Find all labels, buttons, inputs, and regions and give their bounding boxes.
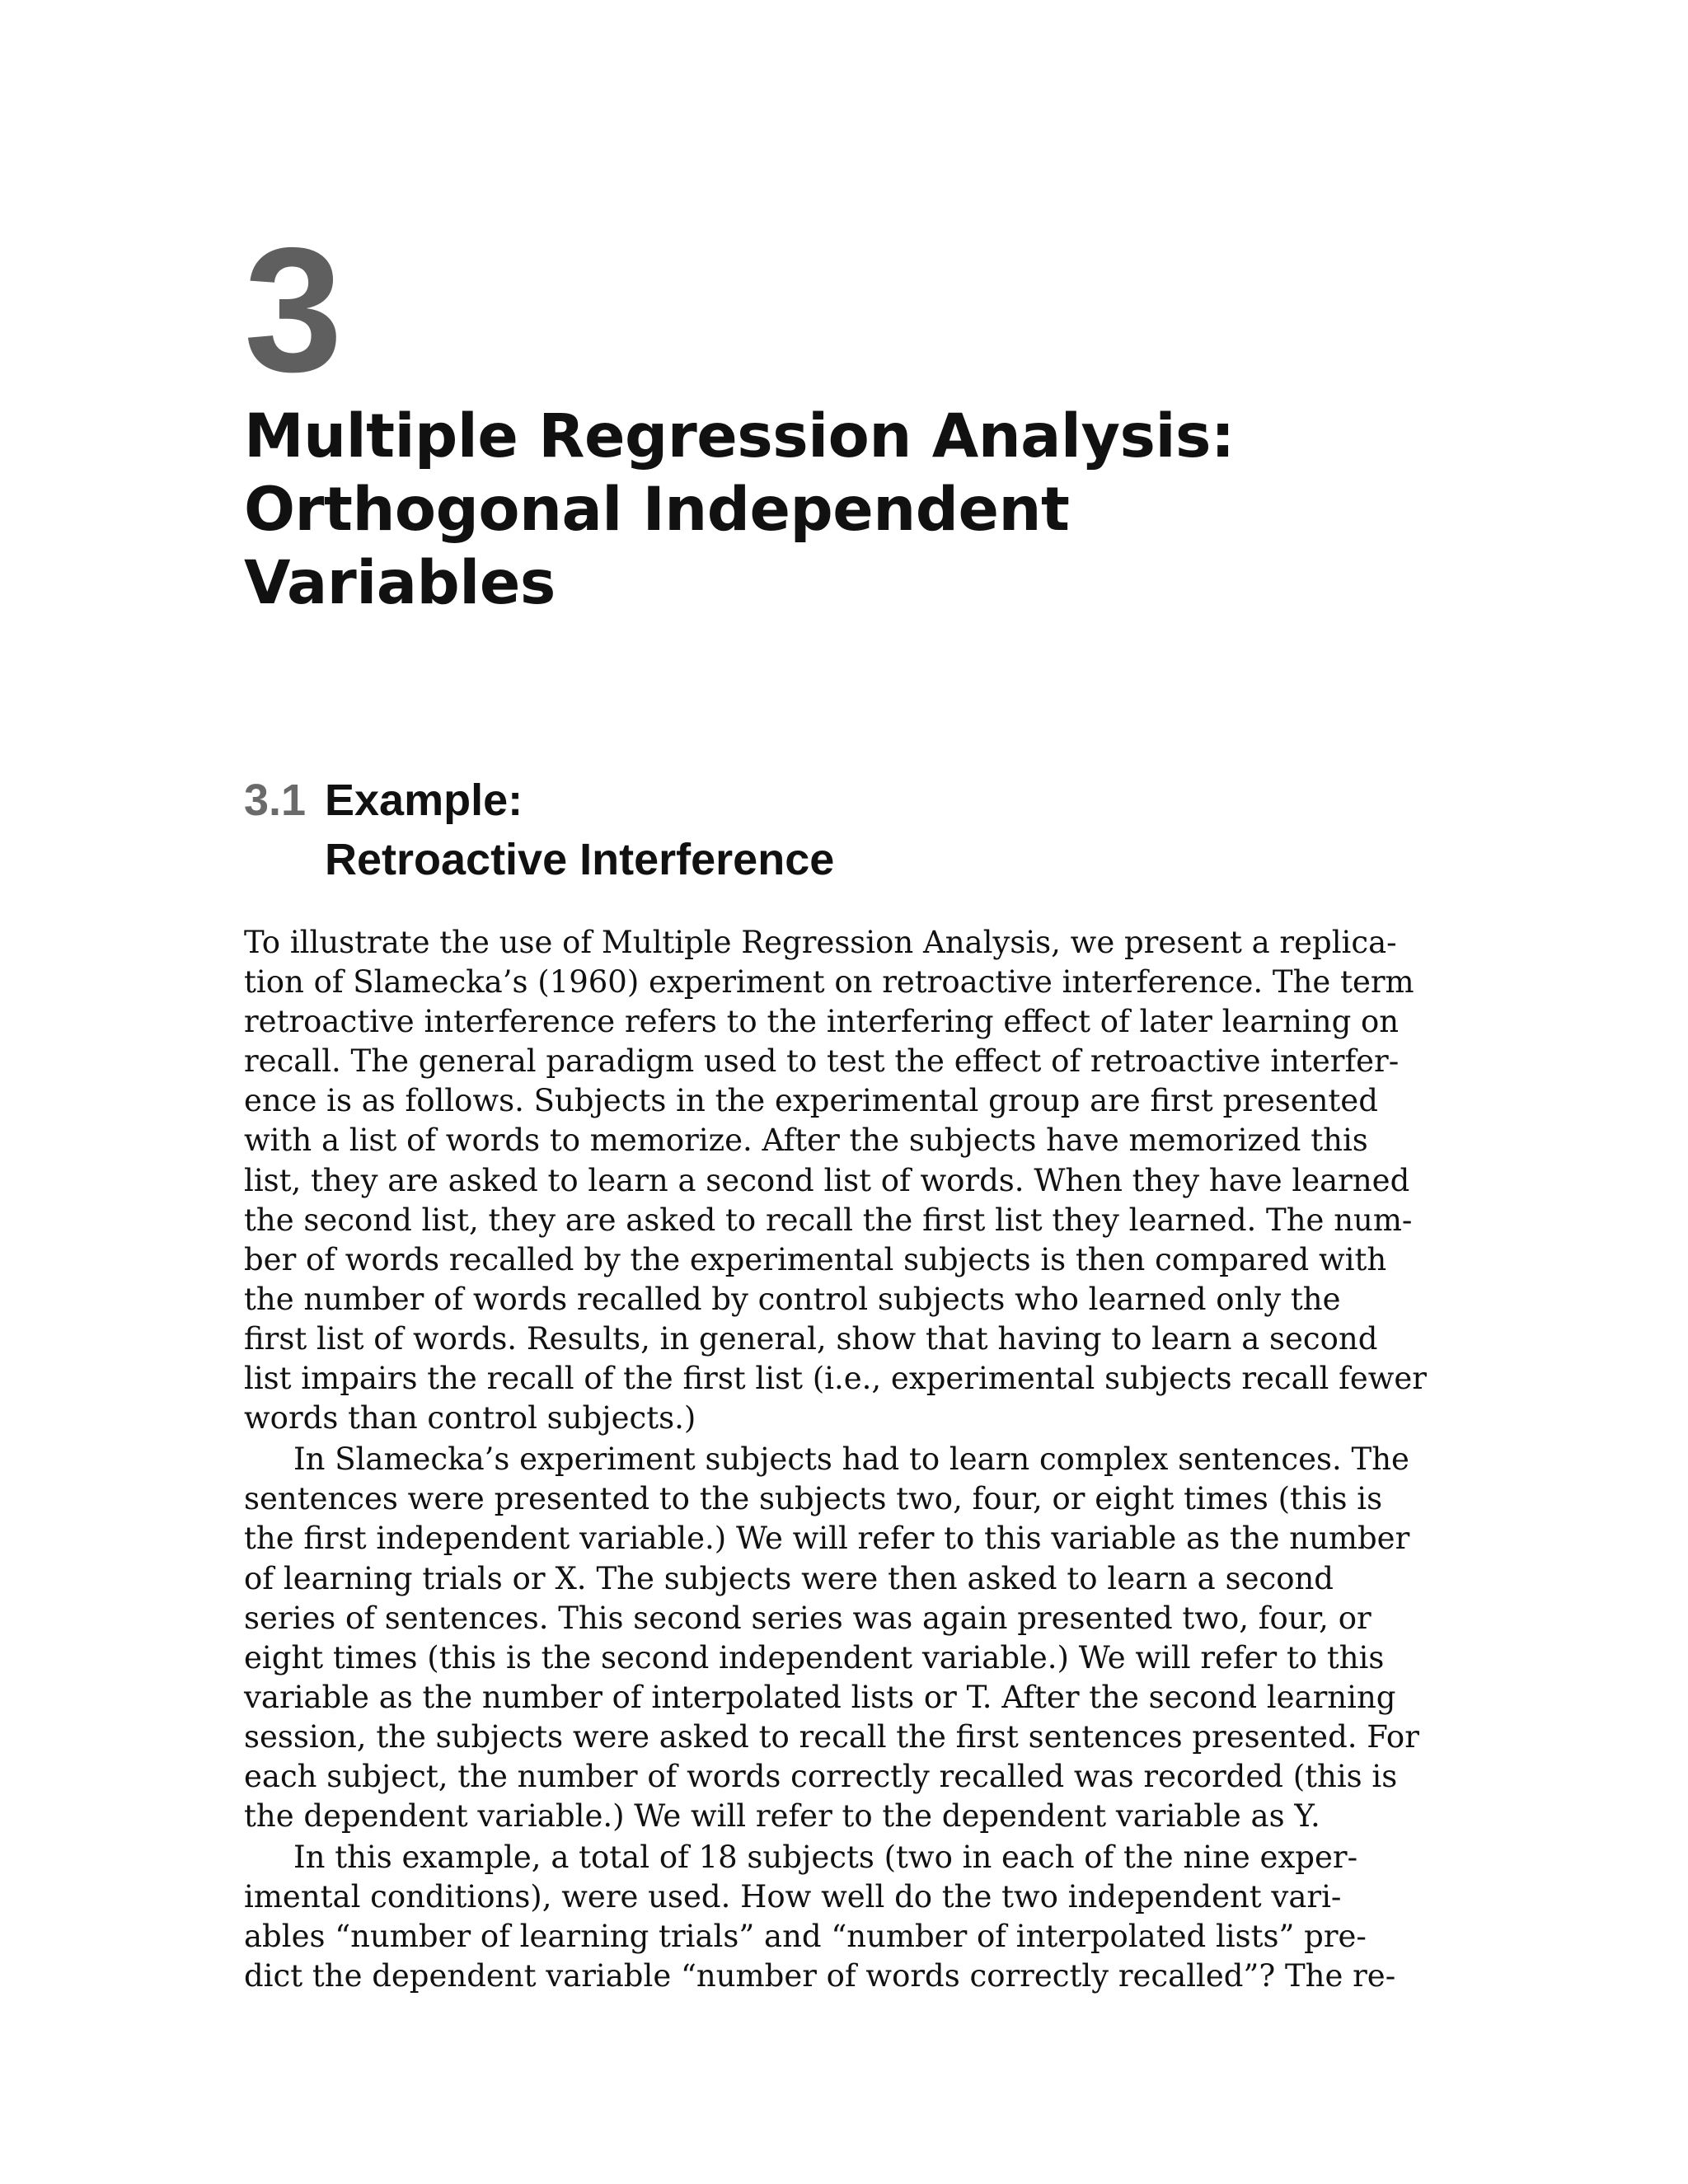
text-line: words than control subjects.) bbox=[244, 1400, 696, 1436]
text-line: ber of words recalled by the experimental subjects is then compared with bbox=[244, 1241, 1387, 1277]
text-line: the dependent variable.) We will refer to the dependent variable as Y. bbox=[244, 1798, 1320, 1835]
text-line: variable as the number of interpolated lists or T. After the second learning bbox=[244, 1679, 1396, 1715]
section-number: 3.1 bbox=[244, 776, 307, 825]
chapter-title bbox=[244, 400, 1398, 620]
text-line: retroactive interference refers to the interfering effect of later learning on bbox=[244, 1004, 1400, 1040]
text-line: list impairs the recall of the first list (i.e., experimental subjects recall fewer bbox=[244, 1361, 1427, 1397]
text-line: first list of words. Results, in general, show that having to learn a second bbox=[244, 1320, 1378, 1357]
text-line: session, the subjects were asked to recall the first sentences presented. For bbox=[244, 1718, 1419, 1755]
text-line: series of sentences. This second series was again presented two, four, or bbox=[244, 1600, 1372, 1636]
section-title bbox=[325, 771, 834, 889]
text-line: eight times (this is the second independent variable.) We will refer to this bbox=[244, 1639, 1385, 1675]
text-line: the second list, they are asked to recall the first list they learned. The num- bbox=[244, 1202, 1413, 1238]
text-line: the first independent variable.) We will refer to this variable as the number bbox=[244, 1521, 1410, 1557]
text-line: In this example, a total of 18 subjects (two in each of the nine exper- bbox=[293, 1840, 1358, 1876]
text-line: imental conditions), were used. How well do the two independent vari- bbox=[244, 1879, 1342, 1915]
paragraph-3 bbox=[244, 1838, 1396, 1996]
text-line: list, they are asked to learn a second list of words. When they have learned bbox=[244, 1162, 1410, 1198]
text-line: recall. The general paradigm used to test the effect of retroactive interfer- bbox=[244, 1043, 1400, 1080]
text-line: of learning trials or X. The subjects were then asked to learn a second bbox=[244, 1560, 1334, 1596]
text-line: the number of words recalled by control subjects who learned only the bbox=[244, 1281, 1341, 1317]
body-text bbox=[244, 923, 1427, 1997]
paragraph-1 bbox=[244, 923, 1427, 1438]
section-title-line: Retroactive Interference bbox=[325, 835, 835, 884]
text-line: each subject, the number of words correctly recalled was recorded (this is bbox=[244, 1758, 1398, 1794]
text-line: tion of Slamecka’s (1960) experiment on retroactive interference. The term bbox=[244, 964, 1414, 1001]
chapter-title-line: Orthogonal Independent bbox=[244, 475, 1070, 545]
text-line: To illustrate the use of Multiple Regression Analysis, we present a replica- bbox=[244, 925, 1397, 960]
text-line: ables “number of learning trials” and “number of interpolated lists” pre- bbox=[244, 1919, 1367, 1955]
text-line: In Slamecka’s experiment subjects had to learn complex sentences. The bbox=[293, 1441, 1409, 1478]
section-title-line: Example: bbox=[325, 776, 523, 825]
text-line: sentences were presented to the subjects two, four, or eight times (this is bbox=[244, 1481, 1383, 1517]
chapter-title-line: Multiple Regression Analysis: bbox=[244, 401, 1235, 471]
text-line: ence is as follows. Subjects in the experimental group are first presented bbox=[244, 1083, 1378, 1119]
paragraph-2 bbox=[244, 1440, 1419, 1836]
text-line: dict the dependent variable “number of words correctly recalled”? The re- bbox=[244, 1958, 1396, 1994]
text-line: with a list of words to memorize. After the subjects have memorized this bbox=[244, 1122, 1368, 1159]
chapter-number: 3 bbox=[244, 210, 340, 409]
chapter-title-line: Variables bbox=[244, 548, 556, 618]
